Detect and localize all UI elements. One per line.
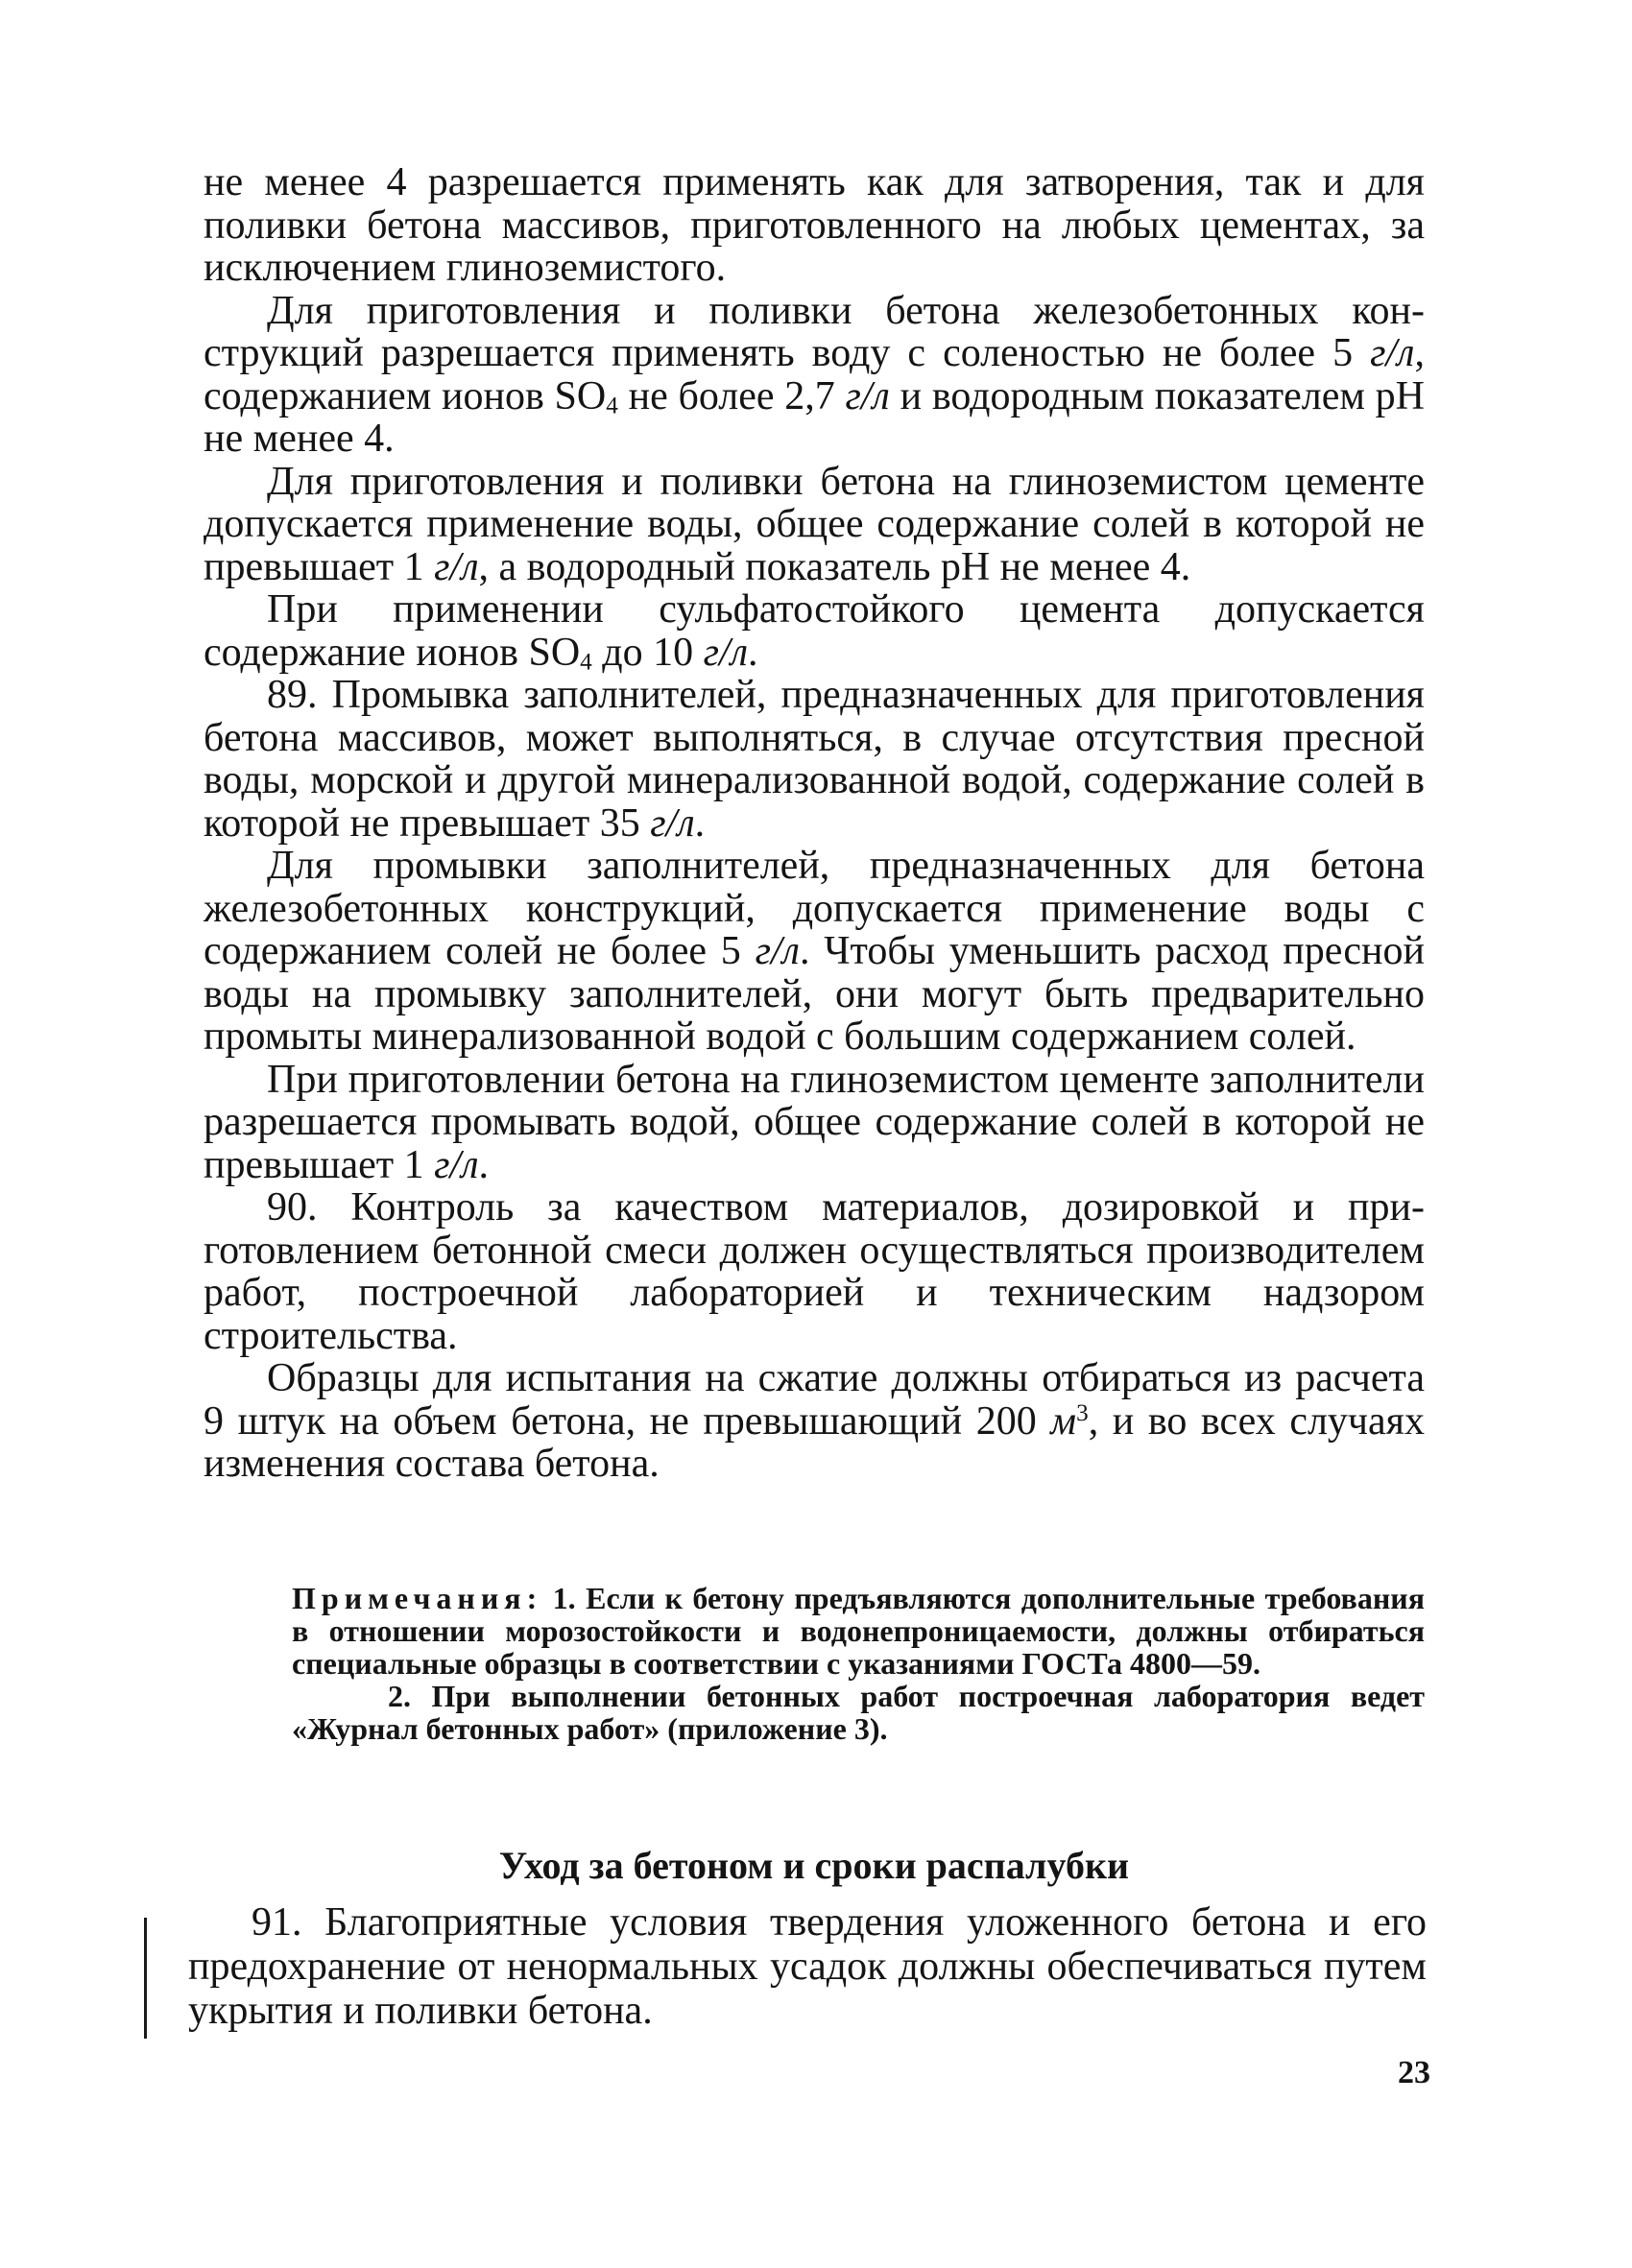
text-segment: Для приготовления и поливки бетона железобетонных конструкций разрешается применять воду с соленостью не более 5 xyxy=(204,288,1425,375)
paragraph-5 xyxy=(204,674,1425,845)
notes-label: Примечания: xyxy=(292,1581,543,1615)
text-segment: При применении сульфатостойкого цемента допускается содержание ионов SO xyxy=(204,587,1425,675)
note-2: 2. При выполнении бетонных работ построечная лаборатория ведет «Журнал бетонных работ» (приложение 3). xyxy=(292,1679,1425,1746)
text-segment: 4 xyxy=(580,649,592,676)
page-number: 23 xyxy=(1398,2055,1430,2090)
text-segment: не более 2,7 xyxy=(617,373,846,418)
text-segment: . xyxy=(694,800,706,846)
text-segment: Для приготовления и поливки бетона на глиноземистом цементе допускается применение воды, общее содержание солей в которой не превышает 1 xyxy=(204,459,1425,589)
paragraph-4 xyxy=(204,588,1425,674)
paragraph-91-text: 91. Благоприятные условия твердения уложенного бетона и его предохранение от ненормальных усадок должны обеспечиваться путем укрытия и поливки бетона. xyxy=(188,1900,1427,2033)
paragraph-6 xyxy=(204,845,1425,1059)
text-segment: . Чтобы уменьшить расход пресной воды на промывку заполнителей, они могут быть предварительно промыты минерализованной водой с большим содержанием солей. xyxy=(204,929,1425,1059)
paragraph-91 xyxy=(188,1900,1427,2033)
notes-block xyxy=(292,1582,1425,1745)
text-segment: 4 xyxy=(606,393,618,419)
text-segment: г/л xyxy=(703,630,749,675)
paragraph-9 xyxy=(204,1357,1425,1486)
paragraph-1 xyxy=(204,161,1425,290)
text-segment: г/л xyxy=(434,1142,479,1187)
text-segment: г/л xyxy=(650,800,695,846)
text-segment: г/л xyxy=(434,544,479,589)
text-segment: , и во всех случаях изменения состава бетона. xyxy=(204,1398,1426,1486)
text-segment: г/л xyxy=(755,929,800,973)
margin-bar xyxy=(144,1918,147,2039)
text-segment: 89. Промывка заполнителей, предназначенных для приготовления бетона массивов, может выполняться, в случае отсутствия пресной воды, морской и другой минерализованной водой, содержание солей в которой не превышает 35 xyxy=(204,673,1425,846)
paragraph-8 xyxy=(204,1186,1425,1357)
text-segment: г/л xyxy=(1370,331,1415,375)
text-segment: Для промывки заполнителей, предназначенных для бетона железобетонных конструкций, допускается применение воды с содержанием солей не более 5 xyxy=(204,844,1425,973)
paragraph-7 xyxy=(204,1059,1425,1187)
note-1-text: 1. Если к бетону предъявляются дополнительные требования в отношении морозостойкости и водонепроницаемости, должны отбираться специальные образцы в соответствии с указаниями ГОСТа 4800—59. xyxy=(292,1581,1426,1681)
text-segment: . xyxy=(478,1142,490,1187)
paragraph-3 xyxy=(204,461,1425,589)
paragraph-2 xyxy=(204,290,1425,461)
note-1 xyxy=(292,1582,1425,1680)
text-segment: до 10 xyxy=(591,630,704,675)
text-segment: 90. Контроль за качеством материалов, дозировкой и приготовлением бетонной смеси должен осуществляться производителем работ, построечной лабораторией и техническим надзором строительства. xyxy=(204,1185,1425,1358)
text-segment: и водородным показателем pH не менее 4. xyxy=(204,373,1426,461)
section-heading: Уход за бетоном и сроки распалубки xyxy=(498,1844,1130,1887)
text-segment: не менее 4 разрешается применять как для затворения, так и для поливки бетона массивов, приготовленного на любых цементах, за исключением глиноземистого. xyxy=(204,160,1425,290)
body-text xyxy=(204,161,1425,1486)
text-segment: г/л xyxy=(845,373,890,418)
text-segment: . xyxy=(748,630,758,675)
text-segment: , содержанием ионов SO xyxy=(204,331,1425,418)
text-segment: м xyxy=(1050,1398,1077,1444)
text-segment: При приготовлении бетона на глиноземистом цементе заполнители разрешается промывать водой, общее содержание солей в которой не превышает 1 xyxy=(204,1057,1425,1187)
text-segment: , а водородный показатель pH не менее 4. xyxy=(478,544,1191,589)
text-segment: 3 xyxy=(1076,1399,1089,1426)
text-segment: Образцы для испытания на сжатие должны отбираться из расчета 9 штук на объем бетона, не превышающий 200 xyxy=(204,1356,1425,1444)
